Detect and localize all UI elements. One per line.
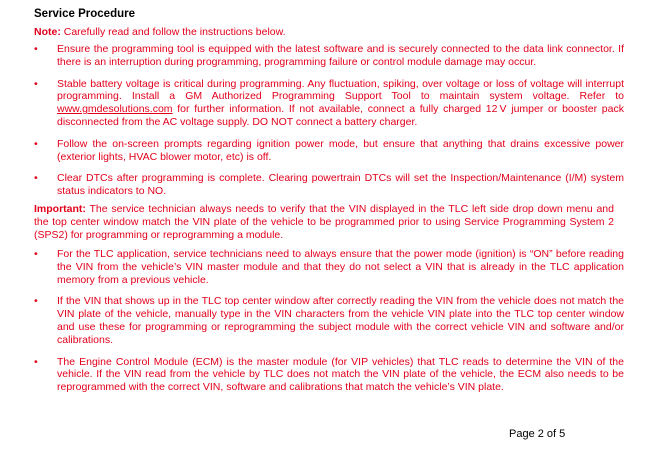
page-number: Page 2 of 5	[509, 428, 566, 440]
important-text: The service technician always needs to verify that the VIN displayed in the TLC left side drop down menu and the top center window match the VIN plate of the vehicle to be programmed prior to using Service Programming System 2 (SPS2) for programming or reprogramming a module.	[34, 203, 614, 241]
bullet-icon: •	[34, 248, 38, 260]
list-item	[34, 172, 624, 198]
list-item	[34, 248, 624, 286]
list-item	[34, 295, 624, 346]
note-line	[34, 26, 286, 39]
bullet-icon: •	[34, 43, 38, 55]
list-item-text: Follow the on-screen prompts regarding ignition power mode, but ensure that anything that drains excessive power (exterior lights, HVAC blower motor, etc) is off.	[57, 137, 624, 163]
bullet-icon: •	[34, 295, 38, 308]
note-label: Note:	[34, 26, 61, 38]
list-item	[34, 138, 624, 164]
requirements-list	[34, 43, 624, 198]
list-item	[34, 43, 624, 69]
bullet-icon: •	[34, 355, 38, 368]
section-heading: Service Procedure	[34, 8, 136, 20]
important-label: Important:	[34, 203, 86, 215]
gmde-solutions-link[interactable]: www.gmdesolutions.com	[57, 103, 173, 116]
bullet-icon: •	[34, 137, 38, 150]
note-text: Carefully read and follow the instructions below.	[60, 26, 286, 38]
list-item-text: Ensure the programming tool is equipped with the latest software and is securely connected to the data link connector. If there is an interruption during programming, programming failure or control module damage may occur.	[57, 43, 624, 68]
list-item	[34, 78, 624, 129]
list-item-text: For the TLC application, service technicians need to always ensure that the power mode (ignition) is “ON” before reading the VIN from the vehicle’s VIN master module and that they do not select a VIN that is already in the TLC application memory from a previous vehicle.	[57, 248, 624, 286]
bullet-icon: •	[34, 77, 38, 90]
important-paragraph	[34, 203, 614, 241]
list-item-text: Clear DTCs after programming is complete. Clearing powertrain DTCs will set the Inspection/Maintenance (I/M) system status indicators to NO.	[57, 172, 624, 198]
vin-verification-list	[34, 248, 624, 394]
list-item	[34, 356, 624, 394]
list-item-text: Stable battery voltage is critical during programming. Any fluctuation, spiking, over voltage or loss of voltage will interrupt programming. Install a GM Authorized Programming Support Tool to maintain system voltage. Refer to	[57, 77, 624, 103]
list-item-text: The Engine Control Module (ECM) is the master module (for VIP vehicles) that TLC reads to determine the VIN of the vehicle. If the VIN read from the vehicle by TLC does not match the VIN plate of the vehicle, the ECM also needs to be reprogrammed with the correct VIN, software and calibrations that match the vehicle’s VIN plate.	[57, 355, 624, 394]
list-item-text-cont: for further information. If not available, connect a fully charged 12 V jumper or booster pack disconnected from the AC voltage supply. DO NOT connect a battery charger.	[57, 103, 624, 128]
bullet-icon: •	[34, 172, 38, 185]
list-item-text: If the VIN that shows up in the TLC top center window after correctly reading the VIN from the vehicle does not match the VIN plate of the vehicle, manually type in the VIN characters from the vehicle VIN plate into the TLC top center window and use these for programming or reprogramming the subject module with the correct vehicle VIN and software and/or calibrations.	[57, 295, 624, 346]
